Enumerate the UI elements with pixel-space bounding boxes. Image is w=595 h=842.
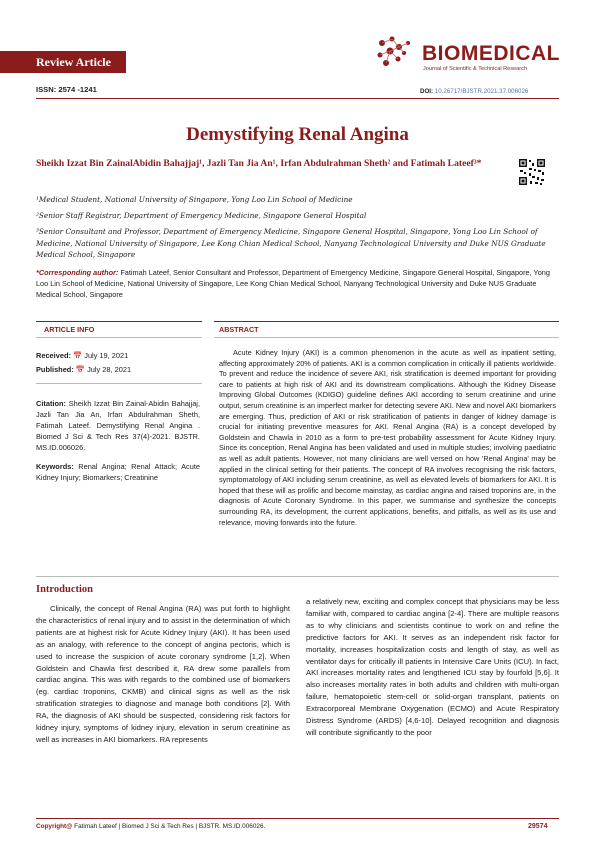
- page-number: 29574: [528, 823, 548, 830]
- intro-divider: [36, 576, 559, 577]
- citation: [36, 398, 200, 453]
- copyright-label: Copyright@: [36, 823, 73, 830]
- doi[interactable]: [420, 88, 528, 95]
- published-date: July 28, 2021: [87, 365, 132, 374]
- intro-column-left: Clinically, the concept of Renal Angina (RA) was put forth to highlight the characteristics of renal injury and to assist in the determination of which patients are at highest risk for Acute Kidney Injury (AKI). It has been used as an analogy, with reference to the concept of angina pectoris, which is used to increase the suspicion of acute coronary syndrome [1,2]. When Goldstein and Chawla first described it, RA drew some parallels from cardiac angina. This was with regards to the combined use of biomarkers (eg. cardiac troponins, CKMB) and clinical signs as well as the risk stratification strategies to diagnose and manage both conditions [2]. With RA, the diagnosis of AKI should be suspected, considering risk factors for kidney injury, symptoms of kidney injury, elevation in serum creatinine as well as increases in AKI biomarkers. RA represents: [36, 604, 290, 744]
- corresponding-author: [36, 267, 556, 300]
- journal-logo-name: BIOMEDICAL: [422, 42, 560, 65]
- abstract-bottom-rule: [214, 337, 559, 338]
- citation-label: Citation:: [36, 399, 66, 408]
- doi-label: DOI:: [420, 88, 434, 95]
- corresponding-label: *Corresponding author:: [36, 268, 119, 277]
- abstract-text: Acute Kidney Injury (AKI) is a common phenomenon in the acute as well as inpatient setting, affecting approximately 20% of patients. AKI is a common complication in critically ill patients worldwide. To prevent and reduce the incidence of severe AKI, risk stratification is deemed important for providing care to patients at high risk of AKI and its downstream complications. Although the Kidney Disease Improving Global Outcomes (KDIGO) guideline defines AKI according to serum creatinine and urine output, serum creatinine is an imperfect marker for detecting severe AKI. New and novel AKI biomarkers are emerging. Thus, prediction of AKI or risk stratification of patients in danger of kidney damage is crucial for initiating preventive measures for AKI. Renal Angina (RA) is a concept developed by Goldstein and Chawla in 2010 as a form to pre-test probability assessment for Acute Kidney Injury. Since its conception, Renal Angina has been validated and used in multiple studies; involving paediatric as well as adult patients. However, not many clinicians are well versed on how 'Renal Angina' may be applied in the clinical setting for their patients. The concept of RA involves recognising the risk factors, symptomatology of AKI including serum creatinine, as well as elevated levels of biomarkers for AKI. It is hoped that these will as prolific and become mainstay, as cardiac angina and raised troponins are, in the diagnosis of Acute Coronary Syndrome. In this paper, we summarise and synthesize the concepts surrounding RA, its development, the current applications, benefits, and pitfalls, as well as its use and relevance, moving forwards into the future.: [219, 348, 556, 527]
- received-label: Received:: [36, 351, 71, 360]
- author-list: Sheikh Izzat Bin ZainalAbidin Bahajjaj¹, Jazli Tan Jia An¹, Irfan Abdulrahman Sheth² and Fatimah Lateef³*: [36, 158, 482, 169]
- published-row: [36, 364, 131, 375]
- abstract-heading: ABSTRACT: [219, 325, 259, 334]
- info-divider: [36, 383, 202, 384]
- affiliation-3: ³Senior Consultant and Professor, Department of Emergency Medicine, Singapore General Hospital, Singapore, Yong Loo Lin School of Medicine, National University of Singapore, Lee Kong Chian Medical School, Nanyang Technological University and Duke NUS Graduate Medical School, Singapore: [36, 227, 546, 259]
- introduction-heading: Introduction: [36, 584, 93, 595]
- received-date: July 19, 2021: [84, 351, 129, 360]
- citation-text: Sheikh Izzat Bin Zainal-Abidin Bahajjaj, Jazli Tan Jia An, Irfan Abdulrahman Sheth, Fatimah Lateef. Demystifying Renal Angina . Biomed J Sci & Tech Res 37(4)-2021. BJSTR. MS.ID.006026.: [36, 399, 200, 452]
- article-title: Demystifying Renal Angina: [186, 124, 409, 145]
- intro-column-right: a relatively new, exciting and complex concept that physicians may be less familiar with, compared to cardiac angina [2-4]. There are multiple reasons as to why clinicians and scientists continue to work on and refine the predictive factors for AKI. It serves as an independent risk factor for mortality, increases hospitalization costs and length of stay, as well as ventilator days for critically ill patients in Intensive Care Units (ICU). In fact, AKI increases mortality rates and lengthened ICU stay by fourfold [5,6]. It also increases mortality rates in both adults and children with multi-organ failure, hematopoietic stem-cell or solid-organ transplant, patients on Extracorporeal Membrane Oxygenation (ECMO) and Acute Respiratory Distress Syndrome (ARDS) [4,6-10]. Delayed recognition and diagnosis will contribute significantly to the poor: [306, 597, 559, 737]
- keywords: [36, 461, 200, 483]
- article-info-bottom-rule: [36, 337, 202, 338]
- received-row: [36, 350, 128, 361]
- keywords-label: Keywords:: [36, 462, 74, 471]
- doi-value[interactable]: 10.26717/BJSTR.2021.37.006026: [434, 88, 529, 95]
- issn: ISSN: 2574 -1241: [36, 85, 97, 94]
- qr-code-icon[interactable]: [518, 158, 546, 186]
- article-type-tab: Review Article: [0, 51, 126, 73]
- calendar-icon: 📅: [72, 351, 83, 360]
- affiliation-1: ¹Medical Student, National University of Singapore, Yong Loo Lin School of Medicine: [36, 195, 353, 204]
- affiliation-2: ²Senior Staff Registrar, Department of Emergency Medicine, Singapore General Hospital: [36, 211, 367, 220]
- calendar-icon: 📅: [75, 365, 86, 374]
- keywords-text: Renal Angina; Renal Attack; Acute Kidney Injury; Biomarkers; Creatinine: [36, 462, 200, 482]
- footer-text: Fatimah Lateef | Biomed J Sci & Tech Res | BJSTR. MS.ID.006026.: [72, 823, 266, 830]
- footer-copyright: [36, 823, 265, 830]
- journal-logo-subtitle: Journal of Scientific & Technical Research: [423, 66, 528, 72]
- article-info-heading: ARTICLE INFO: [44, 325, 95, 334]
- published-label: Published:: [36, 365, 74, 374]
- corresponding-text: Fatimah Lateef, Senior Consultant and Professor, Department of Emergency Medicine, Singapore General Hospital, Singapore, Yong Loo Lin School of Medicine, National University of Singapore, Lee Kong Chian Medical School, Nanyang Technological University and Duke NUS Graduate Medical School, Singapore: [36, 268, 550, 299]
- article-info-top-rule: [36, 321, 202, 322]
- abstract-top-rule: [214, 321, 559, 322]
- header-divider: [36, 98, 559, 99]
- footer-divider: [36, 818, 559, 819]
